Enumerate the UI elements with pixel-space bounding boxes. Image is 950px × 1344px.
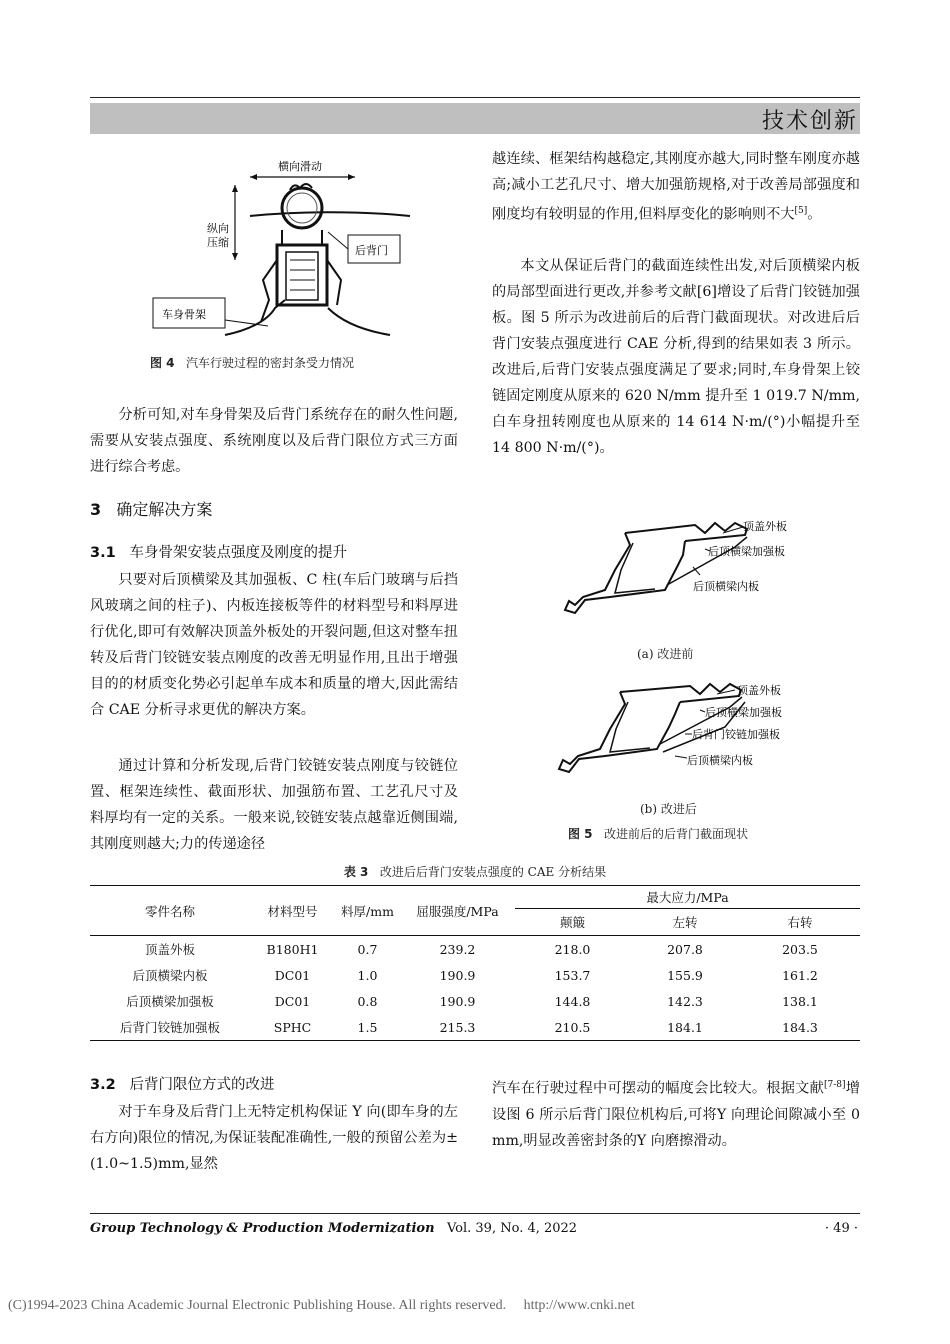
label-body: 车身骨架 (162, 308, 206, 321)
col-header-bump: 颠簸 (515, 909, 630, 936)
fig5b-label-4: 后顶横梁内板 (687, 754, 753, 767)
section-3-1-title: 车身骨架安装点强度及刚度的提升 (129, 545, 348, 561)
fig5a-label-3: 后顶横梁内板 (693, 580, 759, 593)
col-header-yield: 屈服强度/MPa (400, 886, 515, 936)
section-3-1-heading (90, 541, 347, 562)
col-header-material: 材料型号 (250, 886, 335, 936)
fig5b-label-3: 后背门铰链加强板 (692, 728, 780, 741)
journal-name: Group Technology & Production Modernization (90, 1221, 435, 1236)
figure-5b-caption: (b) 改进后 (640, 802, 697, 816)
label-vertical-2: 压缩 (207, 236, 229, 249)
copyright-url[interactable]: http://www.cnki.net (523, 1298, 635, 1313)
left-paragraph-3: 通过计算和分析发现,后背门铰链安装点刚度与铰链位置、框架连续性、截面形状、加强筋布置、工艺孔尺寸及料厚均有一定的关系。一般来说,铰链安装点越靠近侧围端,其刚度则越大;力的传递途径 (90, 758, 458, 852)
table-3 (90, 885, 860, 1041)
section-3-heading (90, 497, 212, 520)
fig5a-label-1: 顶盖外板 (743, 520, 787, 533)
table-3-number: 表 3 (343, 865, 369, 879)
figure-5b-after (545, 672, 820, 787)
left-paragraph-1: 分析可知,对车身骨架及后背门系统存在的耐久性问题,需要从安装点强度、系统刚度以及后背门限位方式三方面进行综合考虑。 (90, 407, 458, 475)
table-row: 顶盖外板 B180H1 0.7 239.2 218.0 207.8 203.5 (144, 941, 818, 957)
section-3-2-heading (90, 1073, 275, 1094)
fig5a-label-2: 后顶横梁加强板 (708, 545, 785, 558)
table-3-caption (0, 863, 950, 880)
reference-7-8: [7-8] (824, 1080, 846, 1090)
left-paragraph-2: 只要对后顶横梁及其加强板、C 柱(车后门玻璃与后挡风玻璃之间的柱子)、内板连接板等件的材料型号和料厚进行优化,即可有效解决顶盖外板处的开裂问题,但这对整车扭转及后背门铰链安装点刚度的改善无明显作用,且出于增强目的的材质变化势必引起单车成本和质量的增大,因此需结合 CAE 分析寻求更优的解决方案。 (90, 572, 458, 718)
label-door: 后背门 (355, 244, 388, 257)
section-3-2-title: 后背门限位方式的改进 (129, 1077, 275, 1093)
figure-4-number: 图 4 (150, 356, 175, 370)
section-3-title: 确定解决方案 (116, 500, 213, 519)
table-row: 后顶横梁加强板 DC01 0.8 190.9 144.8 142.3 138.1 (126, 993, 818, 1009)
figure-5-number: 图 5 (568, 827, 593, 841)
bottom-right-paragraph (492, 1072, 860, 1154)
figure-4-caption (150, 354, 354, 371)
fig5b-label-1: 顶盖外板 (737, 684, 781, 697)
roof-outer-panel-a (625, 523, 747, 541)
figure-5-text: 改进前后的后背门截面现状 (603, 827, 748, 841)
section-title: 技术创新 (761, 109, 858, 134)
copyright (8, 1298, 635, 1314)
page-number: · 49 · (824, 1221, 858, 1236)
inner-panel-a (565, 533, 685, 613)
seal-bulb (282, 188, 322, 228)
footer-rule (90, 1213, 860, 1214)
inner-panel-b (559, 692, 680, 772)
bottom-right-text-b: 增设图 6 所示后背门限位机构后,可将Y 向理论间隙减小至 0 mm,明显改善密封条的Y 向磨擦滑动。 (492, 1080, 860, 1149)
figure-5a-before (555, 515, 815, 630)
section-3-1-number: 3.1 (90, 545, 116, 561)
col-header-right: 右转 (740, 909, 860, 936)
label-vertical-1: 纵向 (207, 222, 229, 235)
journal-volume: Vol. 39, No. 4, 2022 (446, 1221, 578, 1236)
right-paragraph-2 (492, 253, 860, 461)
reference-5: [5] (794, 206, 808, 216)
header-bar (90, 103, 860, 134)
footer-journal (90, 1221, 577, 1236)
figure-4-text: 汽车行驶过程的密封条受力情况 (185, 356, 354, 370)
right-paragraph-1 (492, 146, 860, 228)
bottom-left-paragraph: 对于车身及后背门上无特定机构保证 Y 向(即车身的左右方向)限位的情况,为保证装配准确性,一般的预留公差为±(1.0~1.5)mm,显然 (90, 1104, 458, 1172)
col-header-max-stress: 最大应力/MPa (515, 886, 860, 909)
right-paragraph-1-end: 。 (807, 206, 822, 223)
bottom-right-text-a: 汽车在行驶过程中可摆动的幅度会比较大。根据文献 (492, 1080, 825, 1097)
figure-5a-caption: (a) 改进前 (637, 647, 694, 661)
right-paragraph-1-text: 越连续、框架结构越稳定,其刚度亦越大,同时整车刚度亦越高;减小工艺孔尺寸、增大加强筋规格,对于改善局部强度和刚度均有较明显的作用,但料厚变化的影响则不大 (492, 151, 860, 223)
reference-6: [6] (696, 284, 717, 300)
table-row: 后背门铰链加强板 SPHC 1.5 215.3 210.5 184.1 184.3 (90, 1014, 860, 1041)
door-panel (250, 212, 410, 216)
label-lateral: 横向滑动 (278, 160, 322, 173)
col-header-part: 零件名称 (90, 886, 250, 936)
col-header-thickness: 料厚/mm (335, 886, 400, 936)
figure-4-seal-diagram (150, 150, 440, 350)
col-header-left: 左转 (630, 909, 740, 936)
header-rule (90, 97, 860, 98)
section-3-number: 3 (90, 500, 102, 519)
figure-5-caption (568, 825, 748, 842)
right-paragraph-2-text-a: 本文从保证后背门的截面连续性出发,对后顶横梁内板的局部型面进行更改,并参考文献 (492, 258, 860, 300)
seal-channel (277, 245, 327, 305)
table-row: 后顶横梁内板 DC01 1.0 190.9 153.7 155.9 161.2 (132, 967, 818, 983)
table-3-text: 改进后后背门安装点强度的 CAE 分析结果 (379, 865, 607, 879)
copyright-text: (C)1994-2023 China Academic Journal Electronic Publishing House. All rights reserved. (8, 1298, 507, 1313)
right-paragraph-2-text-b: 增设了后背门铰链加强板。图 5 所示为改进前后的后背门截面现状。对改进后后背门安装点强度进行 CAE 分析,得到的结果如表 3 所示。改进后,后背门安装点强度满足了要求;同时,车身骨架上铰链固定刚度从原来的 620 N/mm 提升至 1 019.7 N/mm,白车身扭转刚度也从原来的 14 614 N·m/(°)小幅提升至 14 800 N·m/(°)。 (492, 284, 860, 456)
fig5b-label-2: 后顶横梁加强板 (705, 706, 782, 719)
section-3-2-number: 3.2 (90, 1077, 116, 1093)
